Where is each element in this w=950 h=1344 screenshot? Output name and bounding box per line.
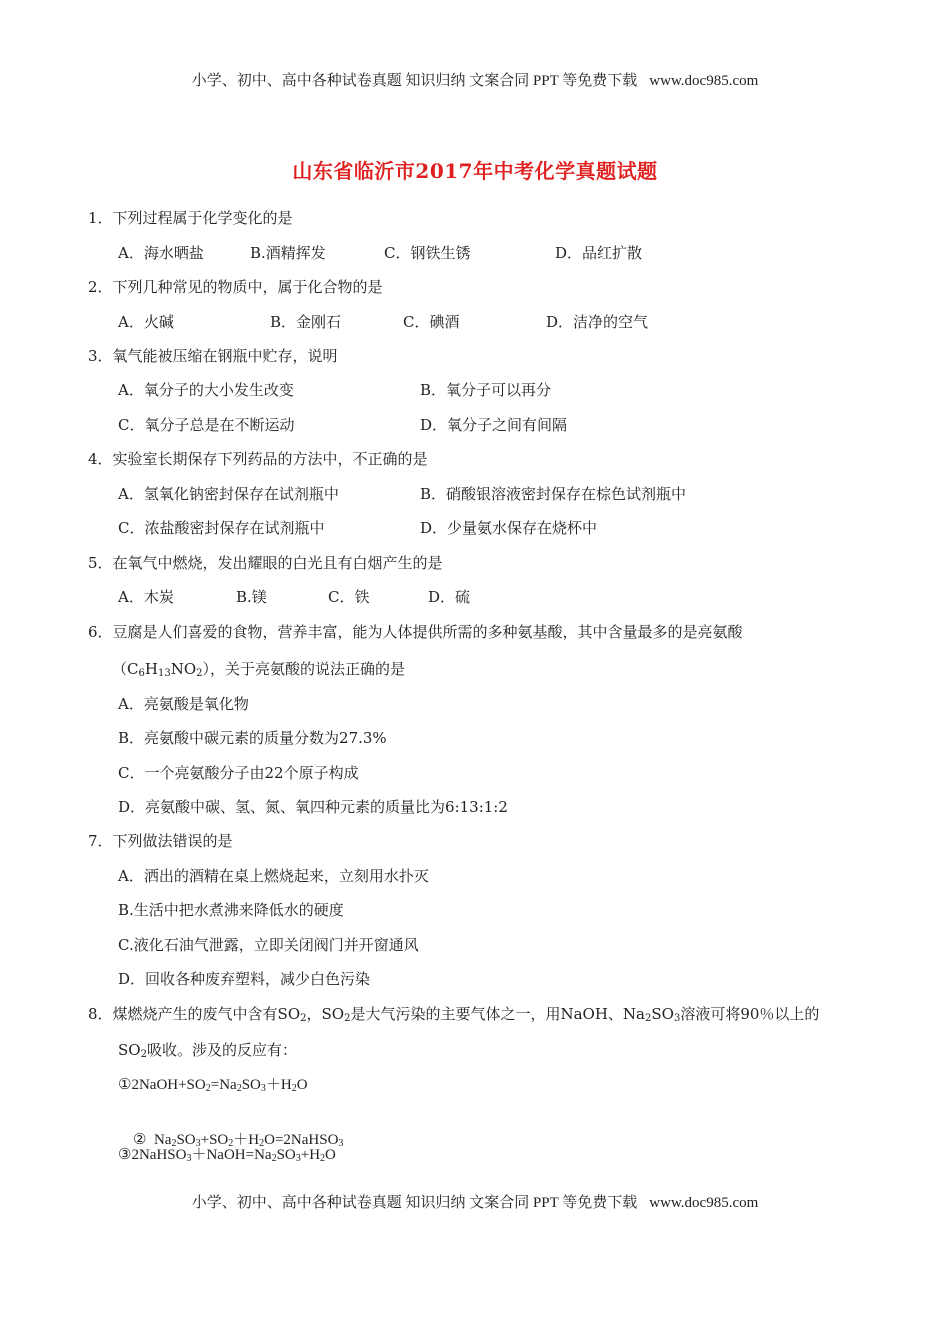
question-3-option-b: B．氧分子可以再分	[420, 381, 552, 399]
question-2-option-a: A．火碱	[118, 313, 174, 331]
question-1-stem: 1．下列过程属于化学变化的是	[88, 209, 293, 227]
question-4-option-b: B．硝酸银溶液密封保存在棕色试剂瓶中	[420, 485, 687, 503]
footer-text: 小学、初中、高中各种试卷真题 知识归纳 文案合同 PPT 等免费下载	[191, 1195, 638, 1211]
page-footer	[0, 1191, 950, 1212]
question-4-stem: 4．实验室长期保存下列药品的方法中，不正确的是	[88, 450, 428, 468]
header-url[interactable]: www.doc985.com	[649, 73, 759, 89]
question-1-option-a: A．海水晒盐	[118, 244, 204, 262]
question-6-stem-continued: $(C_6H_{13}NO_2)$，关于亮氨酸的说法正确的是	[112, 660, 406, 679]
reaction-2: ② $Na_2SO_3+SO_2+H_2O=2NaHSO_3$	[133, 1132, 344, 1149]
question-5-option-b: B.镁	[236, 588, 267, 606]
question-7-option-b: B.生活中把水煮沸来降低水的硬度	[118, 901, 344, 919]
question-4-option-d: D．少量氨水保存在烧杯中	[420, 519, 598, 537]
question-8-stem-continued: $SO_2$吸收。涉及的反应有：	[118, 1041, 297, 1060]
question-5-option-a: A．木炭	[118, 588, 174, 606]
question-6-option-a: A．亮氨酸是氧化物	[118, 695, 249, 713]
question-2-stem: 2．下列几种常见的物质中，属于化合物的是	[88, 278, 383, 296]
question-7-option-d: D．回收各种废弃塑料，减少白色污染	[118, 970, 371, 988]
reaction-1: $①2NaOH+SO_2=Na_2SO_3+H_2O$	[118, 1077, 308, 1094]
question-4-option-c: C．浓盐酸密封保存在试剂瓶中	[118, 519, 325, 537]
question-6-option-b: B．亮氨酸中碳元素的质量分数为27.3%	[118, 729, 387, 747]
question-1-option-b: B.酒精挥发	[250, 244, 326, 262]
question-3-option-a: A．氧分子的大小发生改变	[118, 381, 294, 399]
question-6-option-d: D．亮氨酸中碳、氢、氮、氧四种元素的质量比为6:13:1:2	[118, 798, 508, 816]
question-5-stem: 5．在氧气中燃烧，发出耀眼的白光且有白烟产生的是	[88, 554, 443, 572]
document-title: 山东省临沂市2017年中考化学真题试题	[292, 159, 658, 183]
question-4-option-a: A．氢氧化钠密封保存在试剂瓶中	[118, 485, 339, 503]
question-3-stem: 3．氧气能被压缩在钢瓶中贮存，说明	[88, 347, 338, 365]
header-text: 小学、初中、高中各种试卷真题 知识归纳 文案合同 PPT 等免费下载	[191, 73, 638, 89]
page-header	[0, 69, 950, 90]
question-2-option-b: B．金刚石	[270, 313, 342, 331]
question-3-option-c: C．氧分子总是在不断运动	[118, 416, 295, 434]
question-5-option-c: C．铁	[328, 588, 370, 606]
question-2-option-c: C．碘酒	[403, 313, 460, 331]
question-7-option-c: C.液化石油气泄露，立即关闭阀门并开窗通风	[118, 936, 419, 954]
question-7-stem: 7．下列做法错误的是	[88, 832, 233, 850]
question-8-stem: 8．煤燃烧产生的废气中含有$SO_2$，$SO_2$是大气污染的主要气体之一，用NaOH、$Na_2SO_3$溶液可将90％以上的	[88, 1005, 820, 1024]
question-5-option-d: D．硫	[428, 588, 471, 606]
question-6-stem: 6．豆腐是人们喜爱的食物，营养丰富，能为人体提供所需的多种氨基酸，其中含量最多的是亮氨酸	[88, 623, 743, 641]
question-7-option-a: A．洒出的酒精在桌上燃烧起来，立刻用水扑灭	[118, 867, 429, 885]
question-6-option-c: C．一个亮氨酸分子由22个原子构成	[118, 764, 359, 782]
question-2-option-d: D．洁净的空气	[546, 313, 649, 331]
question-1-option-d: D．品红扩散	[555, 244, 643, 262]
question-3-option-d: D．氧分子之间有间隔	[420, 416, 568, 434]
question-1-option-c: C．钢铁生锈	[384, 244, 471, 262]
footer-url[interactable]: www.doc985.com	[649, 1195, 759, 1211]
reaction-3: $③2NaHSO_3+NaOH=Na_2SO_3+H_2O$	[118, 1147, 336, 1164]
